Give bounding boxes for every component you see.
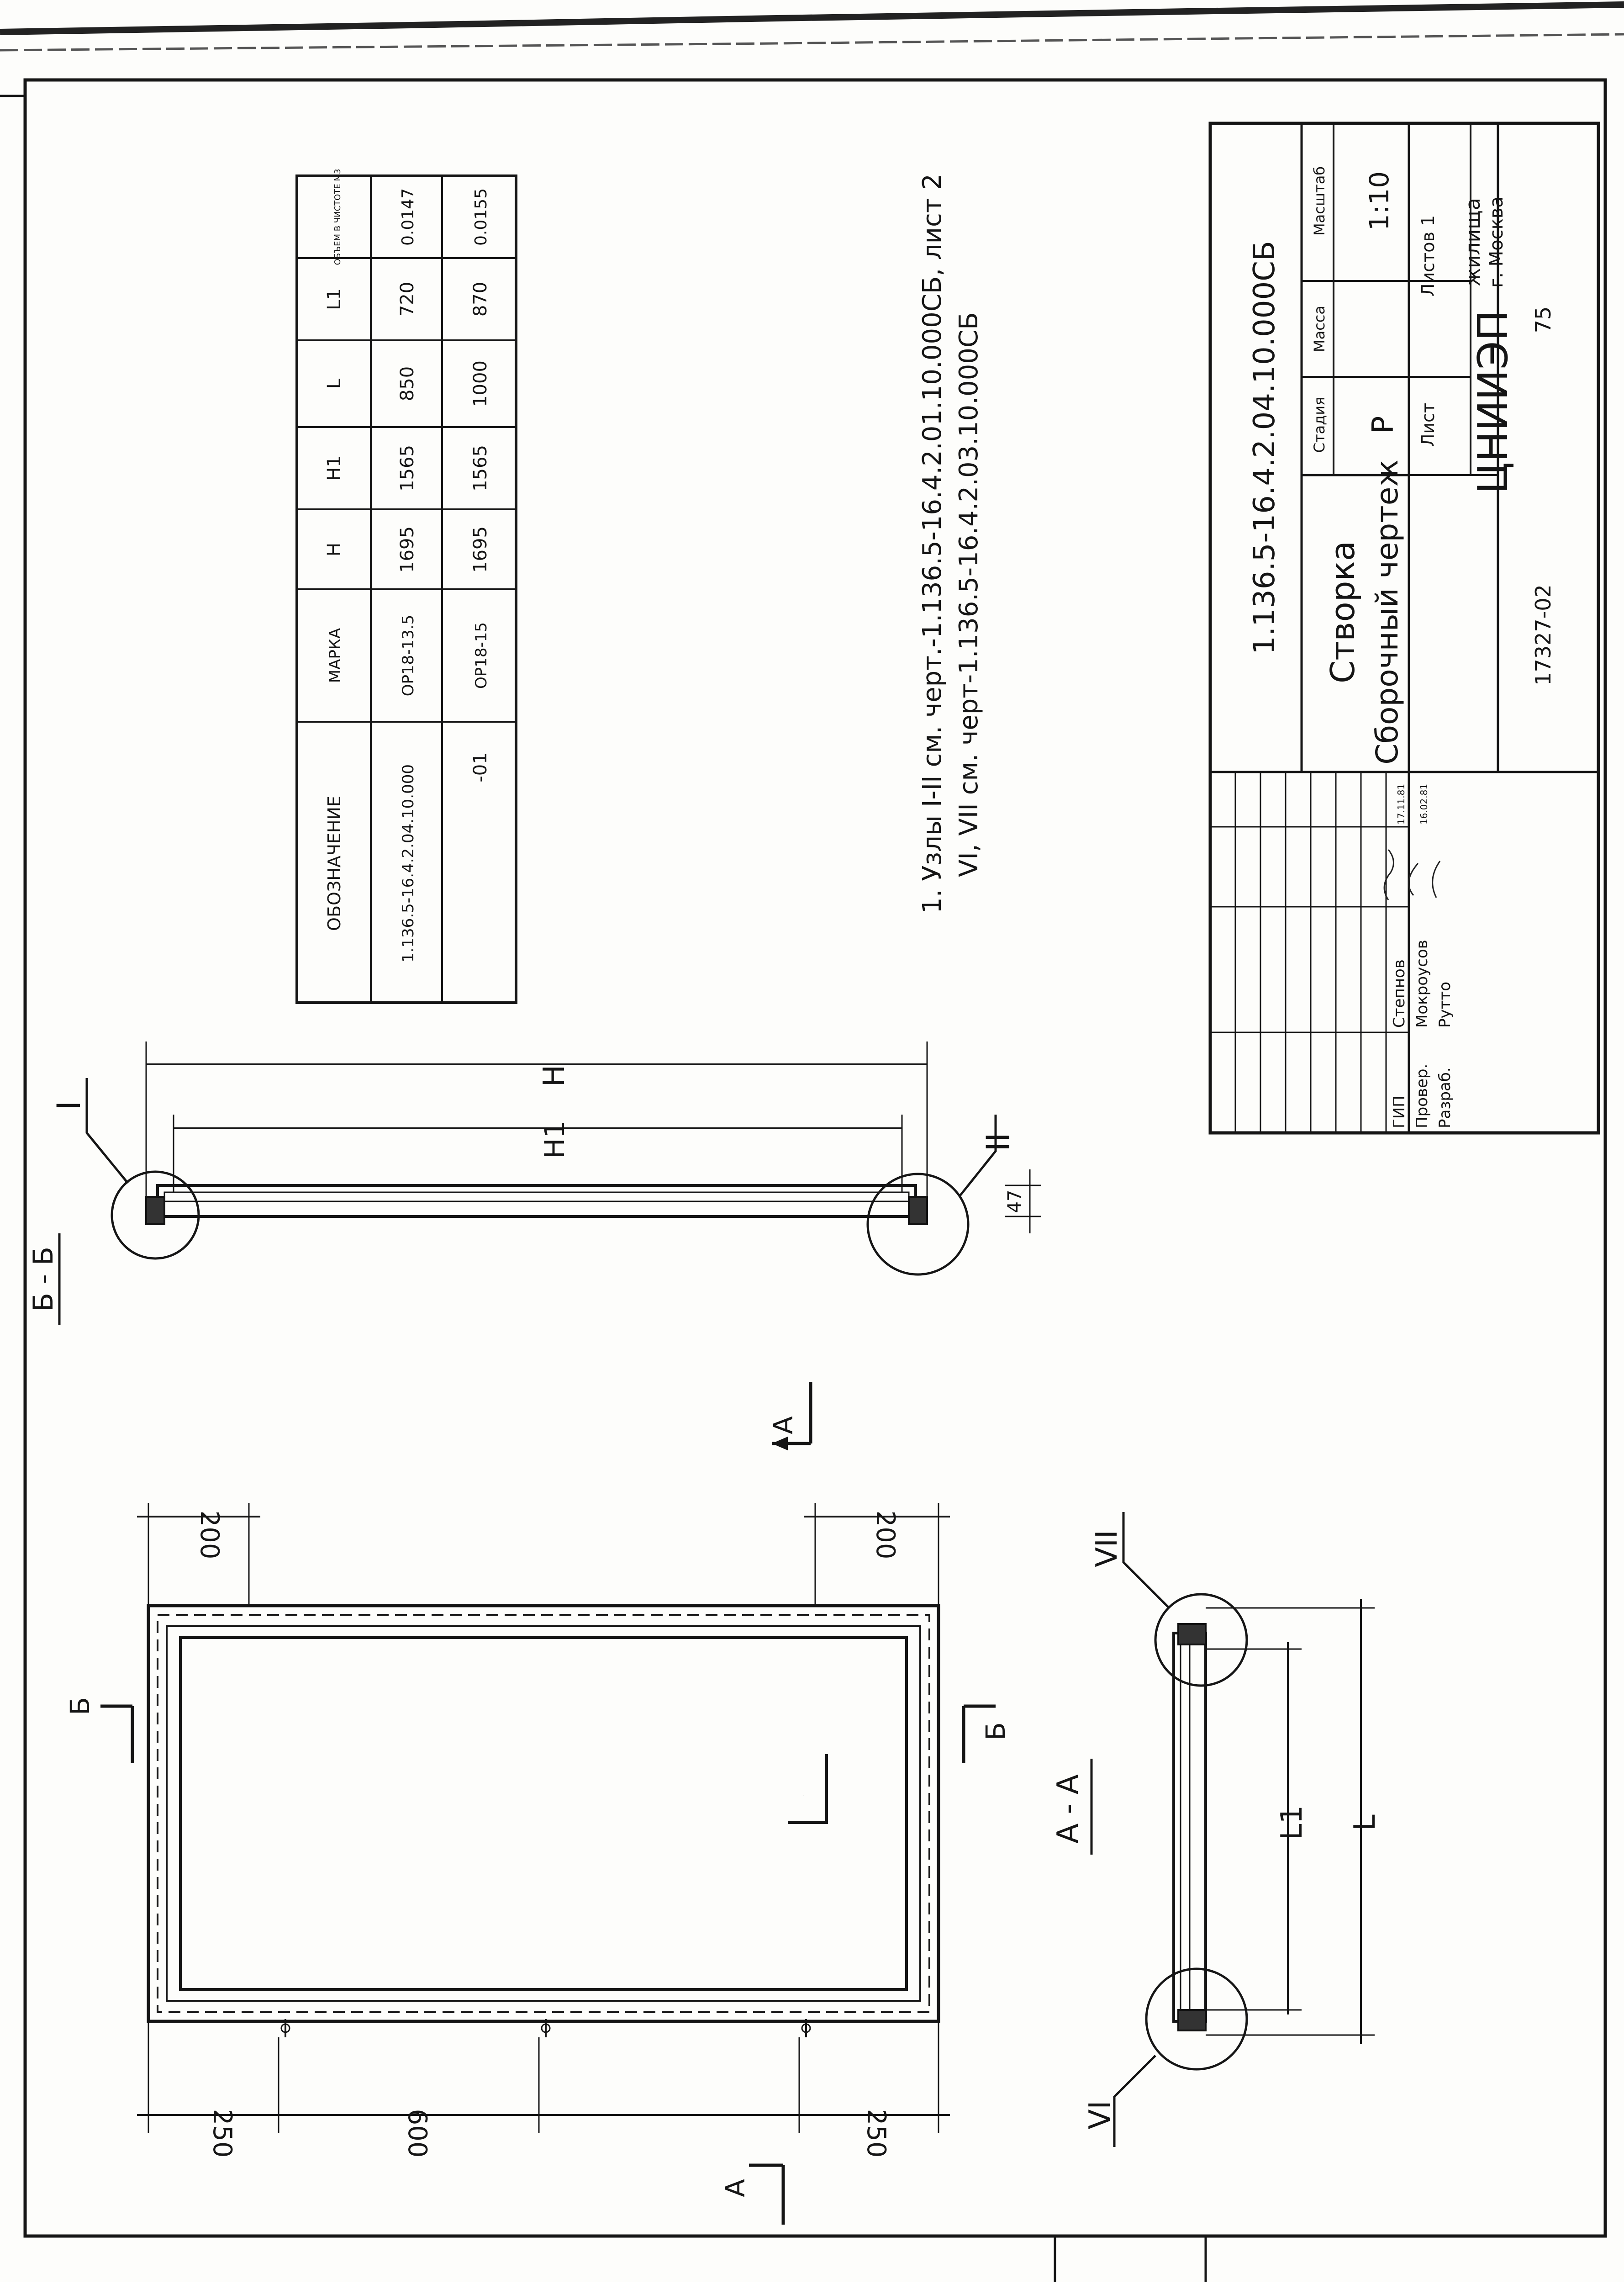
drawing-title: Створка [1323,540,1362,684]
th-volume: ОБЪЕМ В ЧИСТОТЕ М3 [333,169,343,265]
date-gip: 17.11.81 [1396,783,1407,825]
th-l: L [324,378,345,389]
section-b-label-right: Б [980,1722,1011,1740]
drawing-subtitle: Сборочный чертеж [1370,460,1405,765]
section-bb-title: Б - Б [27,1246,59,1312]
sheet-label: Лист [1418,402,1438,447]
cell-h: 1695 [397,526,418,573]
cell-l1: 870 [470,281,491,317]
stage-label: Стадия [1311,397,1328,453]
cell-l1: 720 [397,281,418,317]
sheets-label: Листов 1 [1418,215,1438,297]
name-gip: Степнов [1390,959,1408,1028]
cell-l: 1000 [470,360,491,407]
table-row: -01 [470,752,491,782]
role-developed: Разраб. [1436,1067,1454,1128]
th-h1: H1 [324,455,345,481]
th-designation: ОБОЗНАЧЕНИЕ [324,796,344,931]
node-i-label: I [50,1100,88,1110]
dim-250-c: 250 [861,2109,891,2158]
scale-label: Масштаб [1311,166,1328,236]
table-row: 1.136.5-16.4.2.04.10.000 [399,764,417,963]
organization-name: ЦНИИЭП [1469,310,1517,494]
note-line-2: VI, VII см. черт-1.136.5-16.4.2.03.10.000СБ [954,312,984,877]
dim-h: H [538,1064,571,1087]
date-checked: 16.02.81 [1418,783,1429,825]
stage-value: Р [1366,416,1400,434]
cell-h1: 1565 [470,445,491,492]
dim-250-a: 250 [207,2109,237,2158]
cell-mark: ОР18-15 [472,622,490,689]
name-developed: Рутто [1436,981,1454,1028]
archive-number: 17327-02 [1531,584,1555,686]
node-vii-label: VII [1090,1530,1124,1567]
cell-volume: 0.0155 [472,188,490,246]
section-aa-title: А - А [1051,1774,1085,1844]
organization-city: г. Москва [1486,196,1507,288]
dim-h1: H1 [539,1121,571,1159]
name-checked: Мокроусов [1413,940,1431,1028]
role-gip: ГИП [1390,1095,1408,1128]
note-line-1: 1. Узлы I-II см. черт.-1.136.5-16.4.2.01.10.000СБ, лист 2 [917,174,947,914]
cell-l: 850 [397,366,418,402]
section-a-label-top: А [768,1416,799,1434]
dim-600: 600 [402,2109,432,2158]
dim-bottom-200: 200 [870,1510,900,1560]
dim-top-200: 200 [195,1510,224,1560]
th-mark: МАРКА [326,628,344,683]
organization-sub: жилища [1461,198,1485,286]
cell-volume: 0.0147 [399,188,417,246]
section-a-label-bottom: А [720,2179,751,2197]
node-vi-label: VI [1083,2100,1117,2130]
role-checked: Провер. [1413,1063,1431,1128]
th-l1: L1 [324,288,345,310]
mass-label: Масса [1311,305,1328,353]
cell-h: 1695 [470,526,491,573]
th-h: H [324,542,345,557]
section-b-label-left: Б [64,1697,95,1715]
document-code: 1.136.5-16.4.2.04.10.000СБ [1248,241,1281,655]
cell-mark: ОР18-13.5 [399,614,417,697]
dim-l1: L1 [1275,1805,1309,1840]
cell-h1: 1565 [397,445,418,492]
dim-l: L [1348,1814,1382,1831]
node-ii-label: II [980,1132,1017,1152]
dim-thickness: 47 [1004,1190,1025,1213]
scale-value: 1:10 [1364,171,1395,231]
page-number: 75 [1531,306,1555,333]
